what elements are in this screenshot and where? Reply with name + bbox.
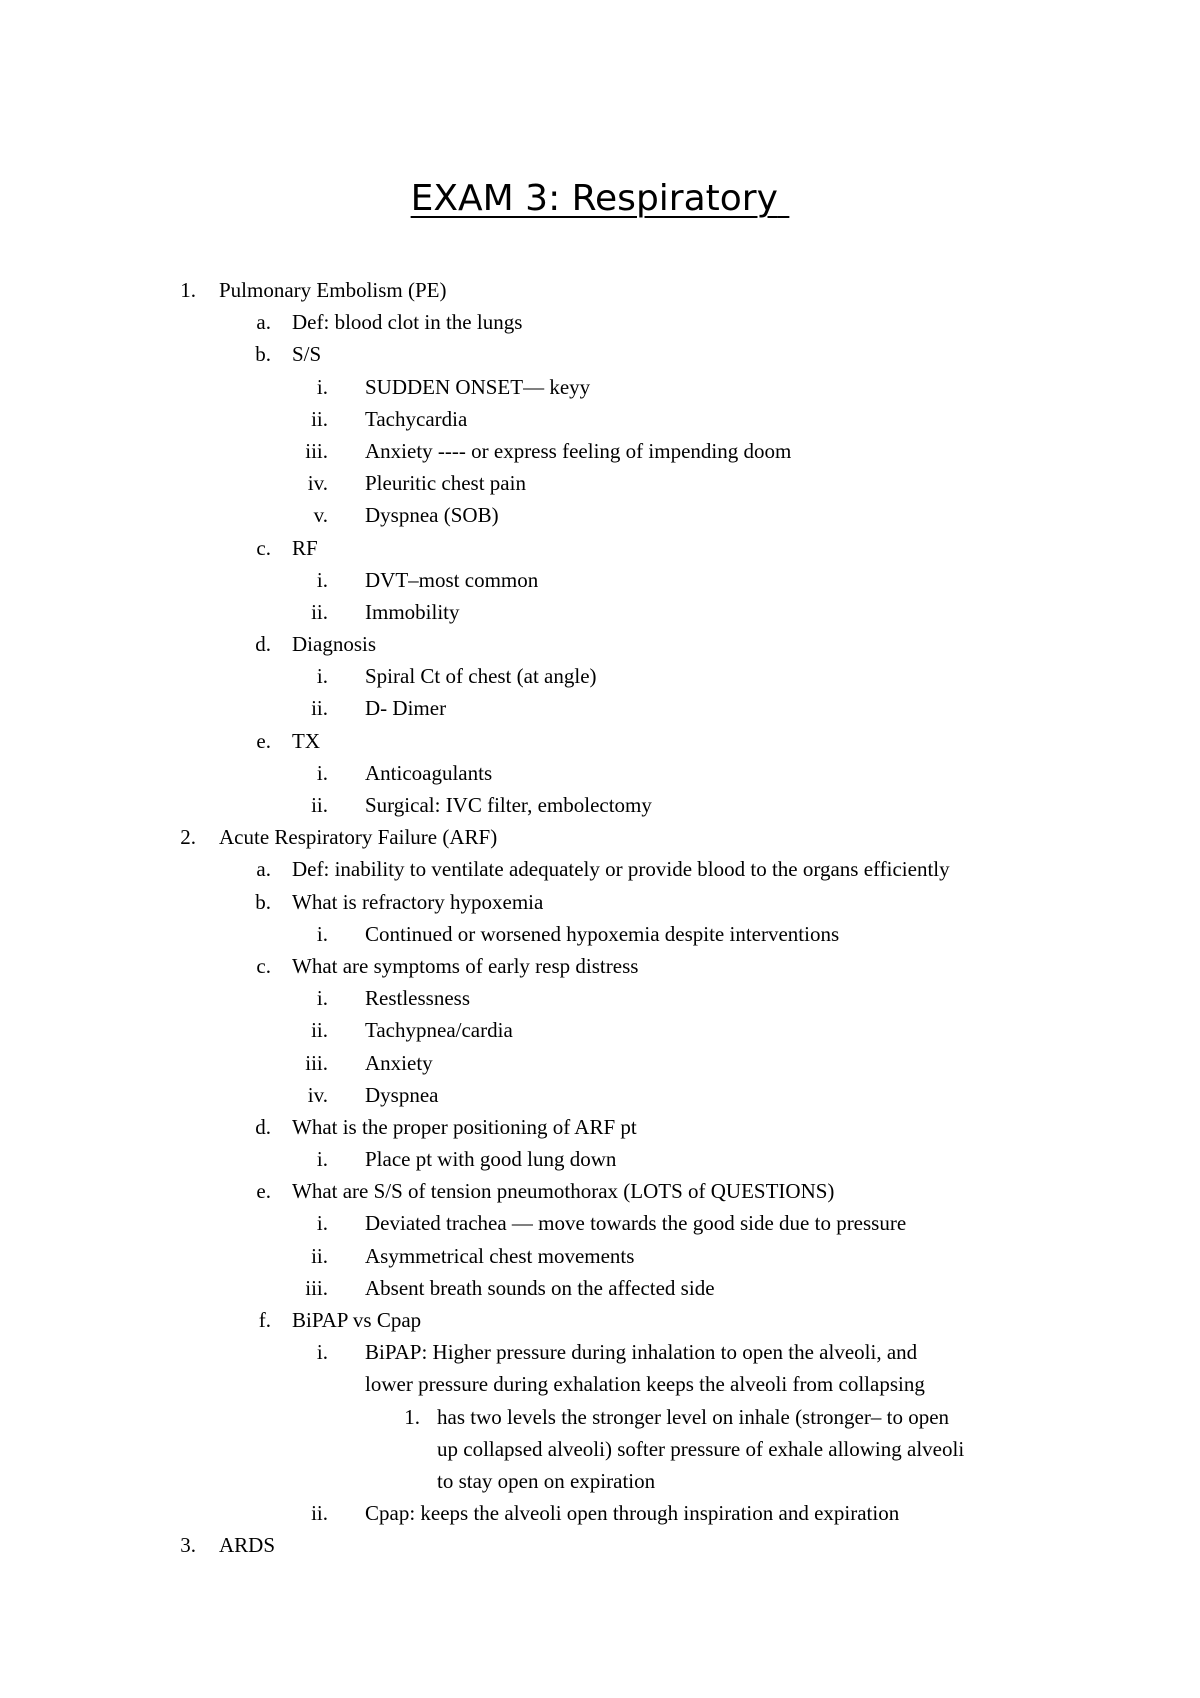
outline-item-marker: ii. (311, 599, 328, 624)
outline-item-marker: b. (255, 342, 271, 367)
outline-item-text: Asymmetrical chest movements (365, 1243, 635, 1268)
outline-item-text: Surgical: IVC filter, embolectomy (365, 793, 652, 817)
outline-item-text: Immobility (365, 599, 460, 624)
outline-item (0, 1079, 1200, 1111)
outline-item-marker: iv. (307, 1082, 328, 1107)
outline-item-text: What are symptoms of early resp distress (292, 953, 639, 978)
outline-item-marker: 3. (180, 1533, 196, 1558)
outline-document (0, 274, 1200, 1562)
outline-item (0, 821, 1200, 853)
outline-item-text: What are S/S of tension pneumothorax (LOTS of QUESTIONS) (292, 1179, 835, 1204)
outline-item-marker: f. (258, 1308, 271, 1332)
outline-item-marker: i. (316, 1147, 328, 1172)
outline-item-text: lower pressure during exhalation keeps the alveoli from collapsing (365, 1372, 925, 1397)
outline-item (0, 725, 1200, 757)
outline-item-text: RF (292, 535, 318, 560)
outline-item-text: What is refractory hypoxemia (292, 889, 544, 914)
outline-item (0, 467, 1200, 499)
outline-item (0, 371, 1200, 403)
outline-item-text: BiPAP vs Cpap (292, 1308, 422, 1332)
outline-item-marker: iii. (305, 1050, 328, 1075)
outline-item-marker: i. (316, 567, 328, 592)
outline-item-marker: i. (316, 1340, 328, 1365)
outline-item-text: Absent breath sounds on the affected side (365, 1275, 715, 1300)
outline-item (0, 789, 1200, 821)
outline-item-text: Pleuritic chest pain (365, 471, 526, 496)
outline-item (0, 1240, 1200, 1272)
page-title (0, 176, 1200, 222)
outline-item-text: Diagnosis (292, 632, 376, 657)
outline-item-text: Tachycardia (365, 406, 468, 431)
outline-item-marker: iv. (307, 471, 328, 496)
outline-item-text: Dyspnea (365, 1082, 439, 1107)
outline-item-text: Deviated trachea — move towards the good side due to pressure (365, 1211, 907, 1236)
outline-item-marker: ii. (311, 1501, 328, 1526)
outline-item-marker: ii. (311, 1018, 328, 1043)
outline-item (0, 918, 1200, 950)
outline-item (0, 306, 1200, 338)
outline-item-marker: i. (316, 374, 328, 399)
outline-item-marker: a. (256, 310, 271, 335)
title-text: EXAM 3: Respiratory (410, 178, 778, 219)
outline-item-text: Pulmonary Embolism (PE) (219, 278, 447, 302)
outline-item-marker: d. (255, 632, 271, 657)
outline-item-text: Anticoagulants (365, 760, 493, 785)
outline-item (0, 1111, 1200, 1143)
outline-item-marker: e. (256, 728, 271, 753)
outline-item (0, 660, 1200, 692)
outline-item-text: Def: inability to ventilate adequately or provide blood to the organs efficiently (292, 857, 950, 882)
outline-item (0, 596, 1200, 628)
outline-item (0, 274, 1200, 306)
outline-item (0, 886, 1200, 918)
outline-item-marker: iii. (305, 438, 328, 463)
outline-item-text: Tachypnea/cardia (365, 1018, 513, 1043)
outline-item (0, 435, 1200, 467)
outline-item-marker: i. (316, 1211, 328, 1236)
outline-item-marker: c. (256, 953, 271, 978)
outline-item-text: What is the proper positioning of ARF pt (292, 1114, 637, 1139)
outline-item-marker: c. (256, 535, 271, 560)
outline-item-text: S/S (292, 342, 322, 367)
outline-item-marker: e. (256, 1179, 271, 1204)
outline-item (0, 853, 1200, 885)
outline-item-text: up collapsed alveoli) softer pressure of exhale allowing alveoli (437, 1436, 965, 1461)
outline-item (0, 564, 1200, 596)
outline-item-text: D- Dimer (365, 696, 447, 721)
outline-item-text: to stay open on expiration (437, 1468, 656, 1493)
outline-item (0, 1014, 1200, 1046)
outline-item-text: Dyspnea (SOB) (365, 503, 499, 528)
outline-item (0, 1497, 1200, 1529)
outline-item-text: TX (292, 728, 320, 753)
outline-item-text: Def: blood clot in the lungs (292, 310, 523, 335)
outline-item-marker: i. (316, 921, 328, 946)
outline-item (0, 532, 1200, 564)
outline-item-marker: a. (256, 857, 271, 882)
outline-item-marker: ii. (311, 696, 328, 721)
outline-item (0, 1207, 1200, 1239)
outline-item (0, 757, 1200, 789)
outline-item-text: Anxiety ---- or express feeling of impending doom (365, 438, 792, 463)
outline-item-marker: i. (316, 664, 328, 689)
outline-item-text: Place pt with good lung down (365, 1147, 617, 1172)
outline-item (0, 338, 1200, 370)
outline-item (0, 499, 1200, 531)
outline-item (0, 1529, 1200, 1561)
outline-item-text: BiPAP: Higher pressure during inhalation to open the alveoli, and (365, 1340, 918, 1365)
outline-item (0, 1401, 1200, 1433)
outline-item-marker: d. (255, 1114, 271, 1139)
outline-item (0, 982, 1200, 1014)
outline-item-marker: i. (316, 760, 328, 785)
outline-item-marker: ii. (311, 793, 328, 817)
outline-item-marker: ii. (311, 406, 328, 431)
outline-item-marker: i. (316, 986, 328, 1011)
outline-item (0, 692, 1200, 724)
outline-item (0, 1336, 1200, 1368)
outline-item (0, 1047, 1200, 1079)
outline-item-text: Restlessness (365, 986, 470, 1011)
outline-item-marker: ii. (311, 1243, 328, 1268)
outline-item (0, 1143, 1200, 1175)
outline-item (0, 1272, 1200, 1304)
outline-item (0, 1175, 1200, 1207)
outline-item (0, 1433, 1200, 1465)
outline-item-marker: b. (255, 889, 271, 914)
outline-item-marker: v. (313, 503, 328, 528)
outline-item-text: Continued or worsened hypoxemia despite interventions (365, 921, 840, 946)
outline-item-text: Anxiety (365, 1050, 433, 1075)
outline-item-marker: 1. (404, 1404, 420, 1429)
outline-item-text: Acute Respiratory Failure (ARF) (219, 825, 498, 850)
outline-item (0, 950, 1200, 982)
outline-item-text: ARDS (219, 1533, 276, 1558)
outline-item (0, 1304, 1200, 1336)
outline-item-text: SUDDEN ONSET— keyy (365, 374, 591, 399)
outline-item-text: Cpap: keeps the alveoli open through inspiration and expiration (365, 1501, 900, 1526)
outline-item (0, 628, 1200, 660)
outline-item (0, 1368, 1200, 1400)
outline-item-text: DVT–most common (365, 567, 539, 592)
outline-item (0, 403, 1200, 435)
outline-item (0, 1465, 1200, 1497)
outline-item-marker: 2. (180, 825, 196, 850)
outline-item-marker: iii. (305, 1275, 328, 1300)
outline-item-marker: 1. (180, 278, 196, 302)
outline-item-text: Spiral Ct of chest (at angle) (365, 664, 597, 689)
outline-item-text: has two levels the stronger level on inhale (stronger– to open (437, 1404, 950, 1429)
